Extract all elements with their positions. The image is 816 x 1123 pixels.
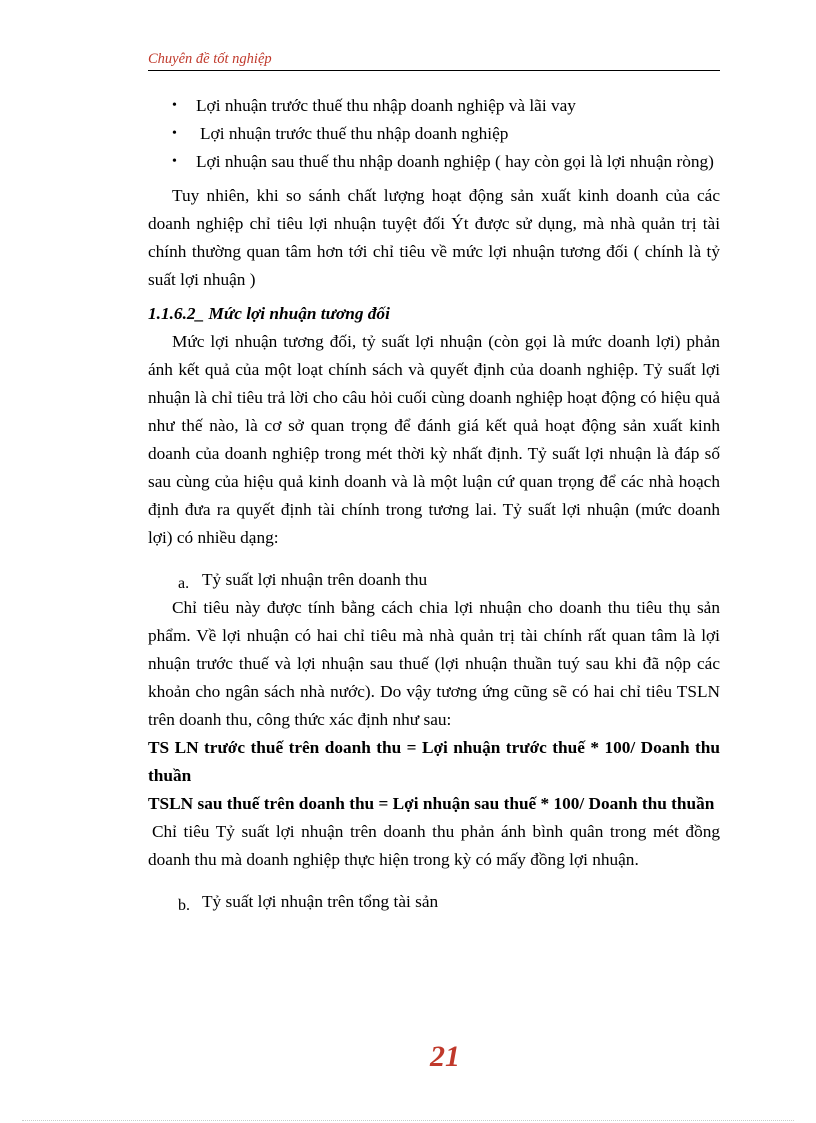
header-title: Chuyên đề tốt nghiệp <box>148 51 272 67</box>
paragraph: Tuy nhiên, khi so sánh chất lượng hoạt động sản xuất kinh doanh của các doanh nghiệp chỉ tiêu lợi nhuận tuyệt đối Ýt được sử dụng, mà nhà quản trị tài chính thường quan tâm hơn tới chỉ tiêu về mức lợi nhuận tương đối ( chính là tỷ suất lợi nhuận ) <box>148 186 720 289</box>
list-marker: a. <box>178 575 190 592</box>
page-number: 21 <box>430 1040 460 1073</box>
bullet-item <box>148 148 720 176</box>
list-item-a <box>148 566 720 594</box>
section-heading: 1.1.6.2_ Mức lợi nhuận tương đối <box>148 304 390 323</box>
bullet-icon: • <box>172 98 177 113</box>
paragraph: Chỉ tiêu này được tính bằng cách chia lợi nhuận cho doanh thu tiêu thụ sản phẩm. Về lợi nhuận có hai chỉ tiêu mà nhà quản trị tài chính rất quan tâm là lợi nhuận trước thuế và lợi nhuận sau thuế (lợi nhuận thuần tuý sau khi đã nộp các khoản cho ngân sách nhà nước). Do vậy tương ứng cũng sẽ có hai chỉ tiêu TSLN trên doanh thu, công thức xác định như sau: <box>148 598 720 729</box>
list-item-text: Tỷ suất lợi nhuận trên tổng tài sản <box>202 892 439 911</box>
bullet-item <box>148 120 720 148</box>
list-marker: b. <box>178 897 190 914</box>
paragraph: Chỉ tiêu Tỷ suất lợi nhuận trên doanh thu phản ánh bình quân trong mét đồng doanh thu mà doanh nghiệp thực hiện trong kỳ có mấy đồng lợi nhuận. <box>148 822 720 869</box>
page-bottom-divider <box>22 1120 794 1121</box>
bullet-text: Lợi nhuận trước thuế thu nhập doanh nghiệp <box>200 124 509 143</box>
list-item-text: Tỷ suất lợi nhuận trên doanh thu <box>202 570 428 589</box>
bullet-icon: • <box>172 126 177 141</box>
bullet-item <box>148 92 720 120</box>
bullet-text: Lợi nhuận sau thuế thu nhập doanh nghiệp ( hay còn gọi là lợi nhuận ròng) <box>196 152 714 171</box>
bullet-icon: • <box>172 154 177 169</box>
paragraph: Mức lợi nhuận tương đối, tỷ suất lợi nhuận (còn gọi là mức doanh lợi) phản ánh kết quả của một loạt chính sách và quyết định của doanh nghiệp. Tỷ suất lợi nhuận là chỉ tiêu trả lời cho câu hỏi cuối cùng doanh nghiệp hoạt động có hiệu quả như thế nào, là cơ sở quan trọng để đánh giá kết quả hoạt động sản xuất kinh doanh của doanh nghiệp trong mét thời kỳ nhất định. Tỷ suất lợi nhuận là đáp số sau cùng của hiệu quả kinh doanh và là một luận cứ quan trọng để các nhà hoạch định đưa ra quyết định tài chính trong tương lai. Tỷ suất lợi nhuận (mức doanh lợi) có nhiều dạng: <box>148 332 720 547</box>
formula: TS LN trước thuế trên doanh thu = Lợi nhuận trước thuế * 100/ Doanh thu thuần <box>148 738 720 785</box>
bullet-text: Lợi nhuận trước thuế thu nhập doanh nghiệp và lãi vay <box>196 96 576 115</box>
formula: TSLN sau thuế trên doanh thu = Lợi nhuận sau thuế * 100/ Doanh thu thuần <box>148 794 715 813</box>
page-header <box>148 50 720 71</box>
page-content <box>148 92 720 916</box>
list-item-b <box>148 888 720 916</box>
